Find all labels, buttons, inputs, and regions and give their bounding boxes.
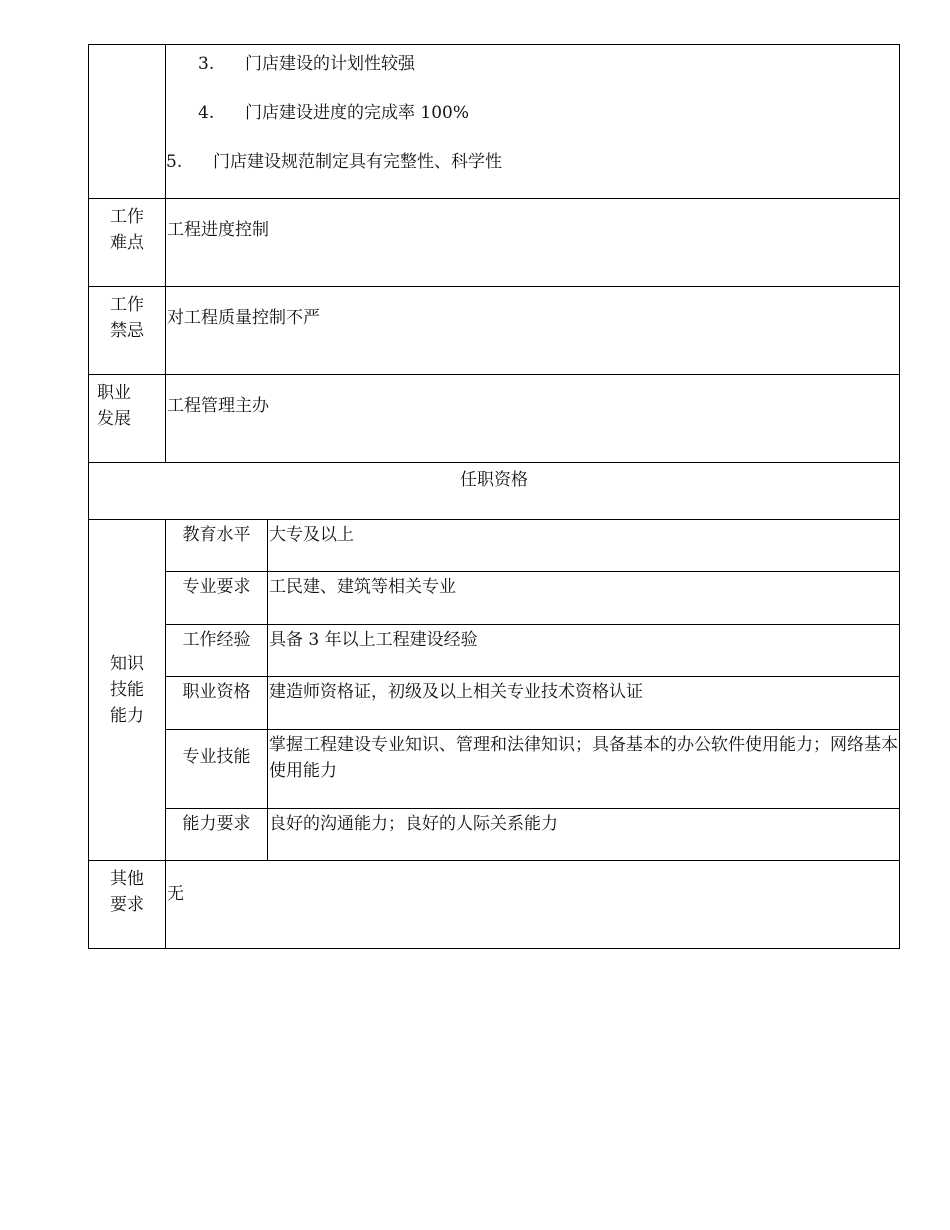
other-label-line2: 要求 [110, 895, 144, 915]
criteria-row [89, 45, 900, 199]
education-label: 教育水平 [166, 520, 268, 572]
knowledge-label-line1: 知识 [110, 654, 144, 674]
major-label: 专业要求 [166, 572, 268, 625]
criteria-number: 4. [198, 103, 215, 123]
skills-value: 掌握工程建设专业知识、管理和法律知识；具备基本的办公软件使用能力；网络基本使用能力 [268, 730, 900, 809]
major-value: 工民建、建筑等相关专业 [268, 572, 900, 625]
criteria-item [166, 100, 899, 149]
qualification-title-row [89, 463, 900, 520]
education-value: 大专及以上 [268, 520, 900, 572]
career-value: 工程管理主办 [166, 375, 900, 463]
knowledge-label-line2: 技能 [110, 680, 144, 700]
knowledge-row [89, 625, 900, 677]
knowledge-row [89, 572, 900, 625]
criteria-number: 5. [166, 152, 183, 172]
criteria-cell [166, 45, 900, 199]
criteria-label-cell [89, 45, 166, 199]
knowledge-row [89, 677, 900, 730]
other-label [89, 861, 166, 949]
other-row [89, 861, 900, 949]
ability-value: 良好的沟通能力；良好的人际关系能力 [268, 809, 900, 861]
skills-label: 专业技能 [166, 730, 268, 809]
certification-label: 职业资格 [166, 677, 268, 730]
knowledge-row [89, 809, 900, 861]
job-description-table [88, 44, 900, 949]
career-row [89, 375, 900, 463]
knowledge-label [89, 520, 166, 861]
difficulty-label [89, 199, 166, 287]
knowledge-row [89, 520, 900, 572]
career-label-line1: 职业 [97, 383, 131, 403]
qualification-title: 任职资格 [89, 463, 900, 520]
criteria-text: 门店建设进度的完成率 100% [245, 103, 470, 123]
taboo-row [89, 287, 900, 375]
taboo-value: 对工程质量控制不严 [166, 287, 900, 375]
criteria-text: 门店建设规范制定具有完整性、科学性 [213, 152, 502, 172]
career-label [89, 375, 166, 463]
other-value: 无 [166, 861, 900, 949]
criteria-text: 门店建设的计划性较强 [245, 54, 415, 74]
taboo-label [89, 287, 166, 375]
taboo-label-line2: 禁忌 [110, 321, 144, 341]
knowledge-row [89, 730, 900, 809]
career-label-line2: 发展 [97, 409, 131, 429]
certification-value: 建造师资格证，初级及以上相关专业技术资格认证 [268, 677, 900, 730]
difficulty-label-line1: 工作 [110, 207, 144, 227]
knowledge-label-line3: 能力 [110, 706, 144, 726]
difficulty-row [89, 199, 900, 287]
experience-label: 工作经验 [166, 625, 268, 677]
criteria-number: 3. [198, 54, 215, 74]
other-label-line1: 其他 [110, 869, 144, 889]
difficulty-value: 工程进度控制 [166, 199, 900, 287]
ability-label: 能力要求 [166, 809, 268, 861]
taboo-label-line1: 工作 [110, 295, 144, 315]
difficulty-label-line2: 难点 [110, 233, 144, 253]
criteria-item [166, 51, 899, 100]
criteria-item [166, 149, 899, 198]
experience-value: 具备 3 年以上工程建设经验 [268, 625, 900, 677]
